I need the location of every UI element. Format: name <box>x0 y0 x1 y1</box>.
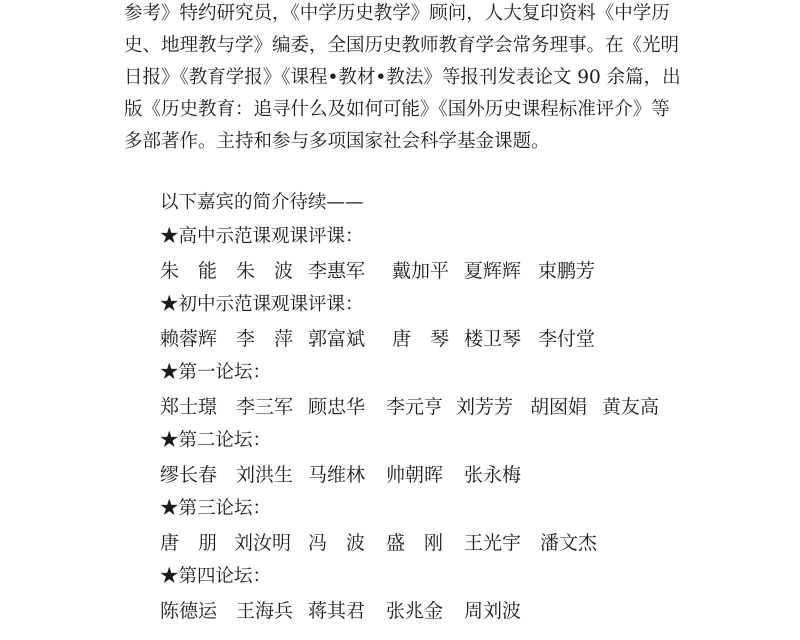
name-row <box>160 254 720 288</box>
intro-line: 版《历史教育：追寻什么及如何可能》《国外历史课程标准评介》等 <box>124 99 670 120</box>
guest-name: 刘芳芳 <box>456 396 514 418</box>
name-row <box>160 594 720 628</box>
section-title: ★第四论坛： <box>160 566 272 587</box>
guest-name: 刘洪生 <box>236 464 294 486</box>
intro-line: 多部著作。主持和参与多项国家社会科学基金课题。 <box>124 131 550 152</box>
sections-container <box>160 220 720 628</box>
guest-name: 朱 波 <box>236 260 294 282</box>
guest-name: 郑士璟 <box>160 396 218 418</box>
guest-name: 朱 能 <box>160 260 218 282</box>
guest-name: 张兆金 <box>386 600 444 622</box>
intro-line: 日报》《教育学报》《课程•教材•教法》等报刊发表论文 90 余篇，出 <box>124 67 681 88</box>
name-row <box>160 322 720 356</box>
guest-name: 黄友高 <box>602 396 660 418</box>
section-title: ★第二论坛： <box>160 430 272 451</box>
guest-name: 张永梅 <box>464 464 522 486</box>
section-title: ★高中示范课观课评课： <box>160 226 364 247</box>
guest-name: 胡囡娟 <box>530 396 588 418</box>
guest-name: 李三军 <box>236 396 294 418</box>
guest-name: 唐 朋 <box>160 532 218 554</box>
name-row <box>160 526 720 560</box>
guest-name: 李 萍 <box>236 328 294 350</box>
section-title: ★初中示范课观课评课： <box>160 294 364 315</box>
guest-name: 夏辉辉 <box>464 260 522 282</box>
intro-line: 参考》特约研究员，《中学历史教学》顾问，人大复印资料《中学历 <box>124 3 670 24</box>
guest-name: 王海兵 <box>236 600 294 622</box>
intro-paragraph <box>124 0 692 158</box>
name-row <box>160 390 720 424</box>
guest-name: 顾忠华 <box>308 396 366 418</box>
guest-name: 周刘波 <box>464 600 522 622</box>
guest-name: 李惠军 <box>308 260 366 282</box>
guest-name: 王光宇 <box>464 532 522 554</box>
intro-line: 史、地理教与学》编委，全国历史教师教育学会常务理事。在《光明 <box>124 35 680 56</box>
guest-list <box>160 186 720 628</box>
section-title: ★第一论坛： <box>160 362 272 383</box>
guest-name: 缪长春 <box>160 464 218 486</box>
guest-name: 潘文杰 <box>540 532 598 554</box>
guest-name: 蒋其君 <box>308 600 366 622</box>
guest-name: 李元亨 <box>386 396 444 418</box>
guest-name: 赖蓉辉 <box>160 328 218 350</box>
guest-name: 盛 刚 <box>386 532 444 554</box>
guest-name: 刘汝明 <box>234 532 292 554</box>
guest-name: 唐 琴 <box>392 328 450 350</box>
guest-name: 帅朝晖 <box>386 464 444 486</box>
guest-name: 楼卫琴 <box>464 328 522 350</box>
guest-name: 束鹏芳 <box>538 260 596 282</box>
guest-name: 冯 波 <box>308 532 366 554</box>
section-title: ★第三论坛： <box>160 498 272 519</box>
lead-text: 以下嘉宾的简介待续—— <box>160 192 364 213</box>
name-row <box>160 458 720 492</box>
guest-name: 陈德运 <box>160 600 218 622</box>
guest-name: 郭富斌 <box>308 328 366 350</box>
guest-name: 戴加平 <box>392 260 450 282</box>
guest-name: 李付堂 <box>538 328 596 350</box>
guest-name: 马维林 <box>308 464 366 486</box>
